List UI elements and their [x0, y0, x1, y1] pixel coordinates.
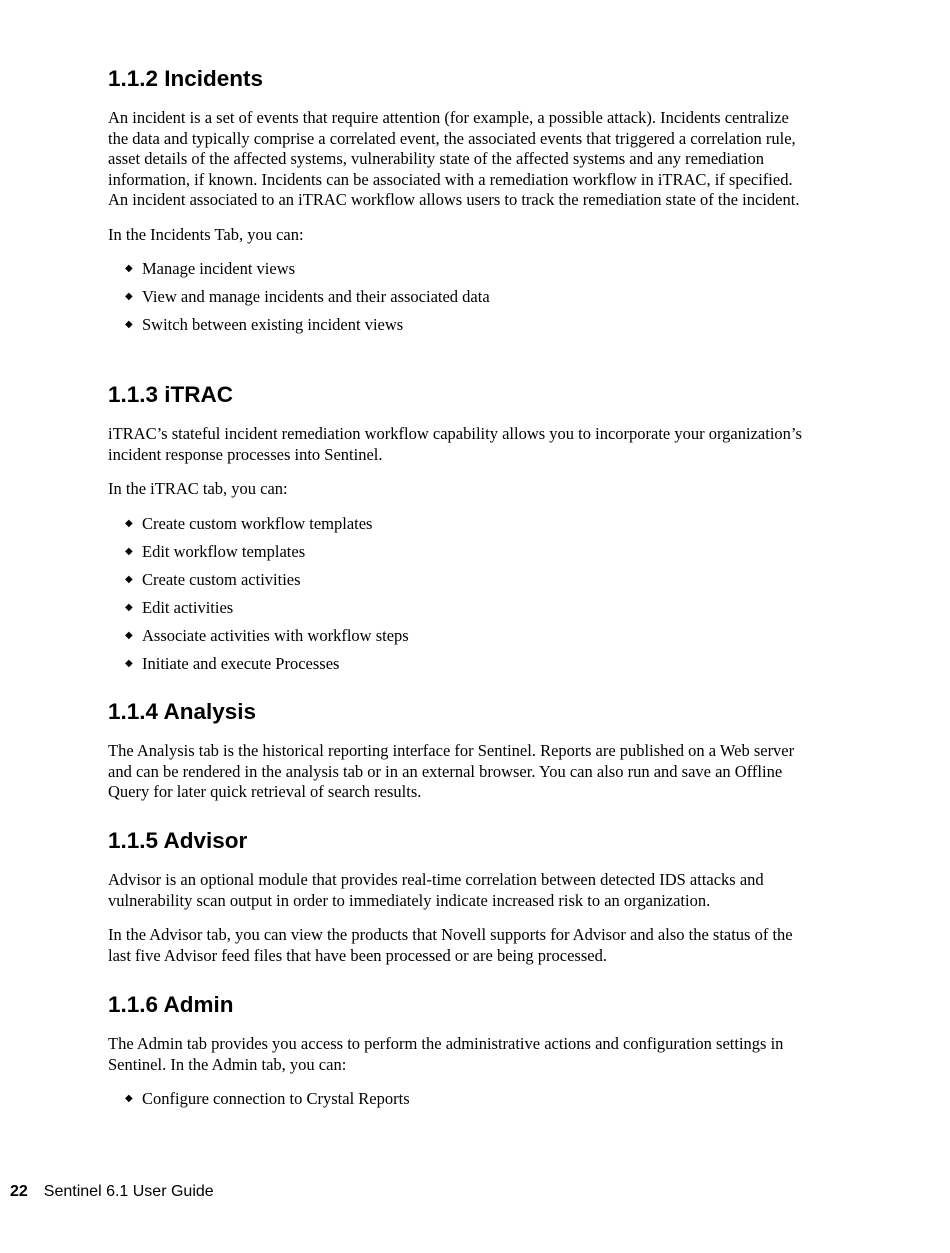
diamond-bullet-icon: ◆ [125, 545, 133, 557]
list-item-text: View and manage incidents and their associated data [142, 287, 490, 306]
list-item-text: Associate activities with workflow steps [142, 625, 409, 645]
paragraph: iTRAC’s stateful incident remediation workflow capability allows you to incorporate your organization’s incident response processes into Sentinel. [108, 424, 802, 464]
diamond-bullet-icon: ◆ [125, 629, 133, 641]
list-item [108, 514, 808, 535]
diamond-bullet-icon: ◆ [125, 291, 133, 302]
paragraph: An incident is a set of events that require attention (for example, a possible attack). Incidents centralize the data and typically comprise a correlated event, the associated events that triggered a correlation rule, asset details of the affected systems, vulnerability state of the affected systems and any remediation information, if known. Incidents can be associated with a remediation workflow in iTRAC, if specified. An incident associated to an iTRAC workflow allows users to track the remediation state of the incident. [108, 108, 800, 209]
section-incidents [108, 64, 808, 343]
section-analysis [108, 697, 808, 817]
list-item [108, 542, 808, 563]
diamond-bullet-icon: ◆ [125, 601, 133, 613]
section-itrac [108, 380, 808, 682]
diamond-bullet-icon: ◆ [125, 1093, 133, 1104]
diamond-bullet-icon: ◆ [125, 517, 133, 529]
bullet-list [108, 259, 808, 336]
paragraph: In the iTRAC tab, you can: [108, 479, 288, 498]
list-item-text: Edit workflow templates [142, 541, 306, 561]
page-number: 22 [10, 1183, 28, 1200]
list-item [108, 259, 808, 280]
list-item-text: Initiate and execute Processes [142, 653, 340, 673]
section-heading: 1.1.2 Incidents [108, 66, 264, 91]
list-item-text: Create custom activities [142, 569, 301, 589]
paragraph: The Analysis tab is the historical reporting interface for Sentinel. Reports are published on a Web server and can be rendered in the analysis tab or in an external browser. You can also run and save an Offline Query for later quick retrieval of search results. [108, 741, 795, 801]
list-item [108, 315, 808, 336]
paragraph: Advisor is an optional module that provides real-time correlation between detected IDS attacks and vulnerability scan output in order to immediately indicate increased risk to an organization. [108, 870, 764, 910]
paragraph: In the Incidents Tab, you can: [108, 224, 304, 244]
diamond-bullet-icon: ◆ [125, 319, 133, 330]
section-heading: 1.1.3 iTRAC [108, 382, 234, 407]
list-item-text: Create custom workflow templates [142, 513, 373, 533]
paragraph: The Admin tab provides you access to perform the administrative actions and configuration settings in Sentinel. In the Admin tab, you can: [108, 1034, 784, 1074]
list-item-text: Manage incident views [142, 259, 296, 278]
section-heading: 1.1.4 Analysis [108, 699, 257, 724]
list-item-text: Configure connection to Crystal Reports [142, 1089, 410, 1108]
list-item [108, 1089, 808, 1110]
section-heading: 1.1.6 Admin [108, 992, 234, 1017]
list-item [108, 626, 808, 647]
list-item [108, 598, 808, 619]
diamond-bullet-icon: ◆ [125, 657, 133, 669]
bullet-list [108, 514, 808, 675]
section-admin [108, 990, 808, 1117]
bullet-list [108, 1089, 808, 1110]
diamond-bullet-icon: ◆ [125, 573, 133, 585]
list-item [108, 654, 808, 675]
section-advisor [108, 826, 808, 980]
list-item [108, 287, 808, 308]
document-title: Sentinel 6.1 User Guide [43, 1183, 214, 1200]
paragraph: In the Advisor tab, you can view the products that Novell supports for Advisor and also the status of the last five Advisor feed files that have been processed or are being processed. [108, 925, 793, 965]
list-item [108, 570, 808, 591]
section-heading: 1.1.5 Advisor [108, 828, 248, 853]
page-footer [10, 1181, 214, 1203]
list-item-text: Edit activities [142, 597, 234, 617]
list-item-text: Switch between existing incident views [142, 315, 404, 334]
diamond-bullet-icon: ◆ [125, 263, 133, 274]
